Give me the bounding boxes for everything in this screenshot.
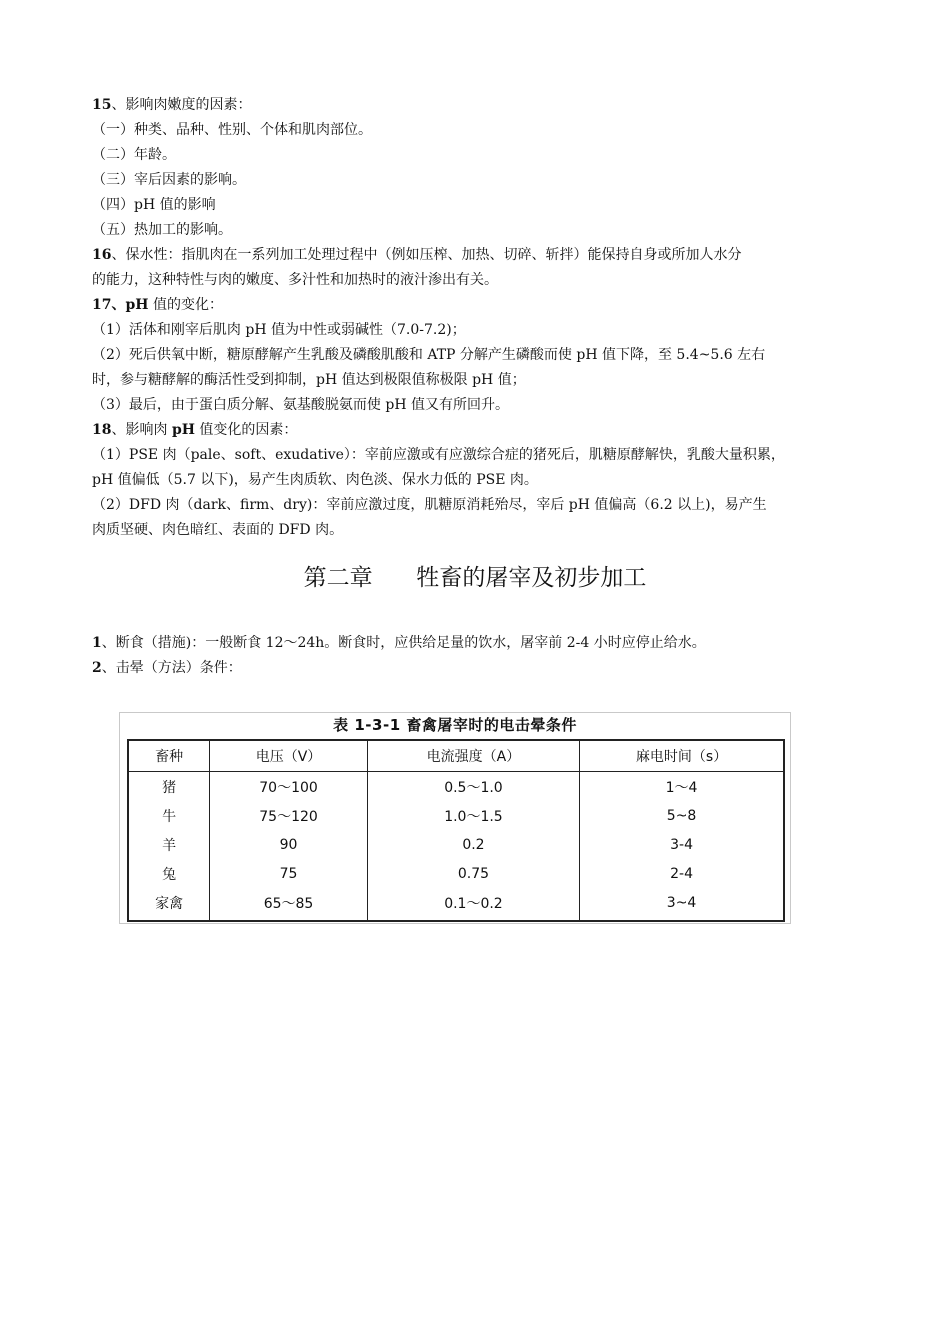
cell-time: 3~4 xyxy=(580,888,784,921)
item-18-b1: （2）DFD 肉（dark、firm、dry)：宰前应激过度，肌糖原消耗殆尽，宰后 pH 值偏高（6.2 以上)，易产生 xyxy=(92,497,767,513)
item-1: 1、断食（措施)：一般断食 12～24h。断食时，应供给足量的饮水，屠宰前 2-4 小时应停止给水。 xyxy=(92,635,706,651)
table-row xyxy=(128,859,784,888)
cell-current: 0.5～1.0 xyxy=(367,772,579,802)
cell-time: 2-4 xyxy=(580,859,784,888)
table-caption: 表 1-3-1 畜禽屠宰时的电击晕条件 xyxy=(333,716,577,734)
item-16-line1: 16、保水性：指肌肉在一系列加工处理过程中（例如压榨、加热、切碎、斩拌）能保持自身或所加人水分 xyxy=(92,247,742,263)
item-2: 2、击晕（方法）条件： xyxy=(92,660,242,676)
cell-time: 5~8 xyxy=(580,801,784,830)
section-2 xyxy=(92,631,862,681)
cell-current: 0.2 xyxy=(367,830,579,859)
item-18-a1: （1）PSE 肉（pale、soft、exudative）：宰前应激或有应激综合症的猪死后，肌糖原酵解快，乳酸大量积累， xyxy=(92,447,785,463)
header-current: 电流强度（A） xyxy=(367,740,579,772)
item-15: 15、影响肉嫩度的因素： xyxy=(92,97,252,113)
list-item: （三）宰后因素的影响。 xyxy=(92,172,246,188)
item-18: 18、影响肉 pH 值变化的因素： xyxy=(92,422,298,438)
cell-current: 0.1～0.2 xyxy=(367,888,579,921)
cell-time: 3-4 xyxy=(580,830,784,859)
section-1 xyxy=(92,93,862,543)
list-item: （四）pH 值的影响 xyxy=(92,197,216,213)
cell-species: 猪 xyxy=(128,772,210,802)
item-17-a: （1）活体和刚宰后肌肉 pH 值为中性或弱碱性（7.0-7.2)； xyxy=(92,322,466,338)
item-18-b2: 肉质坚硬、肉色暗红、表面的 DFD 肉。 xyxy=(92,522,344,538)
cell-time: 1～4 xyxy=(580,772,784,802)
item-16-line2: 的能力，这种特性与肉的嫩度、多汁性和加热时的液汁渗出有关。 xyxy=(92,272,498,288)
table-header-row xyxy=(128,740,784,772)
cell-current: 0.75 xyxy=(367,859,579,888)
cell-species: 家禽 xyxy=(128,888,210,921)
table-row xyxy=(128,830,784,859)
list-item: （一）种类、品种、性别、个体和肌肉部位。 xyxy=(92,122,372,138)
stunning-conditions-table xyxy=(127,739,785,922)
stunning-table-image xyxy=(119,712,791,924)
cell-species: 兔 xyxy=(128,859,210,888)
item-17-b2: 时，参与糖酵解的酶活性受到抑制，pH 值达到极限值称极限 pH 值； xyxy=(92,372,526,388)
cell-current: 1.0～1.5 xyxy=(367,801,579,830)
cell-voltage: 75～120 xyxy=(210,801,368,830)
chapter-title: 第二章 牲畜的屠宰及初步加工 xyxy=(303,565,647,591)
item-17: 17、pH 值的变化： xyxy=(92,297,223,313)
list-item: （二）年龄。 xyxy=(92,147,176,163)
header-voltage: 电压（V） xyxy=(210,740,368,772)
cell-species: 牛 xyxy=(128,801,210,830)
cell-voltage: 70～100 xyxy=(210,772,368,802)
table-row xyxy=(128,888,784,921)
table-row xyxy=(128,801,784,830)
list-item: （五）热加工的影响。 xyxy=(92,222,232,238)
cell-species: 羊 xyxy=(128,830,210,859)
header-species: 畜种 xyxy=(128,740,210,772)
cell-voltage: 65～85 xyxy=(210,888,368,921)
table-row xyxy=(128,772,784,802)
header-time: 麻电时间（s） xyxy=(580,740,784,772)
item-18-a2: pH 值偏低（5.7 以下)，易产生肉质软、肉色淡、保水力低的 PSE 肉。 xyxy=(92,472,538,488)
item-17-b1: （2）死后供氧中断，糖原酵解产生乳酸及磷酸肌酸和 ATP 分解产生磷酸而使 pH 值下降，至 5.4~5.6 左右 xyxy=(92,347,766,363)
item-17-c: （3）最后，由于蛋白质分解、氨基酸脱氨而使 pH 值又有所回升。 xyxy=(92,397,509,413)
cell-voltage: 75 xyxy=(210,859,368,888)
cell-voltage: 90 xyxy=(210,830,368,859)
